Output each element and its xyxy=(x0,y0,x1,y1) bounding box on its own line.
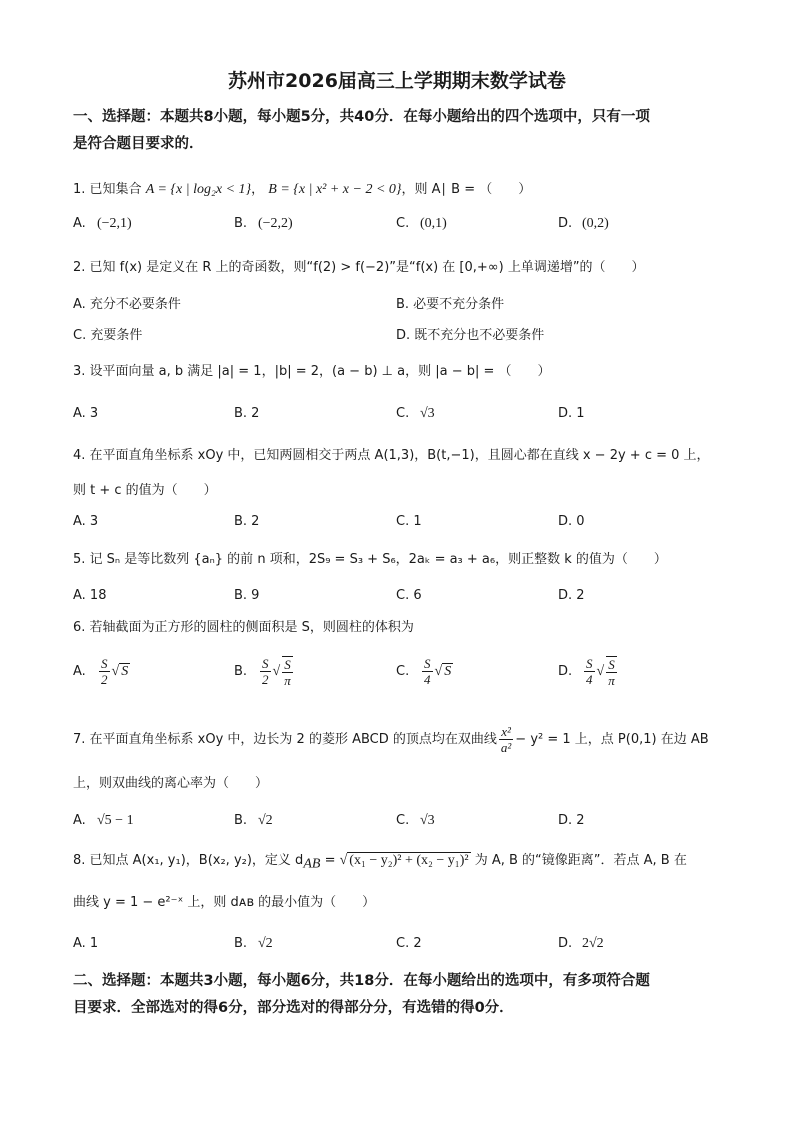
q5-option-c: C. 6 xyxy=(396,588,422,603)
section-2-header xyxy=(73,968,733,1022)
q8-option-b: B. √2 xyxy=(234,936,273,951)
page-title: 苏州市2026届高三上学期期末数学试卷 xyxy=(228,70,566,92)
q1-option-b: B. (−2,2) xyxy=(234,216,293,231)
q8-option-d: D. 2√2 xyxy=(558,936,604,951)
q2-option-a: A. 充分不必要条件 xyxy=(73,297,181,312)
section-1-line-1: 一、选择题：本题共8小题，每小题5分，共40分．在每小题给出的四个选项中，只有一项 xyxy=(73,109,650,125)
q1-option-a: A. (−2,1) xyxy=(73,216,132,231)
question-8-line-2: 曲线 y = 1 − e²⁻ˣ 上，则 dᴀʙ 的最小值为（ ） xyxy=(73,895,376,910)
q1-set-a: A = {x | log₂x < 1} xyxy=(145,182,252,197)
q5-option-d: D. 2 xyxy=(558,588,585,603)
q1-suffix: ，则 A∣ B = （ ） xyxy=(401,182,532,197)
q1-set-b: B = {x | x² + x − 2 < 0} xyxy=(268,182,402,197)
q5-option-a: A. 18 xyxy=(73,588,107,603)
q1-option-d: D. (0,2) xyxy=(558,216,609,231)
question-8-line-1: 8. 已知点 A(x₁, y₁)，B(x₂, y₂)，定义 $d_{AB}$ = √ (x₁ − y₂)² + (x₂ − y₁)² 为 A, B 的“镜像距离”．若点 A, B 在 xyxy=(73,853,687,872)
q7-option-a: A. √5 − 1 xyxy=(73,813,134,828)
question-4-line-2: 则 t + c 的值为（ ） xyxy=(73,483,217,498)
q3-option-a: A. 3 xyxy=(73,406,99,421)
q4-option-b: B. 2 xyxy=(234,514,260,529)
q6-option-c: C. $\frac{S}{4}$ √ S xyxy=(396,656,452,687)
q4-option-c: C. 1 xyxy=(396,514,422,529)
q6-option-b: B. $\frac{S}{2}$ √ $\frac{S}{\pi}$ xyxy=(234,656,291,688)
question-1 xyxy=(73,180,531,200)
question-2: 2. 已知 f(x) 是定义在 R 上的奇函数，则“f(2) > f(−2)”是“f(x) 在 [0,+∞) 上单调递增”的（ ） xyxy=(73,260,645,275)
q2-option-d: D. 既不充分也不必要条件 xyxy=(396,328,545,343)
q7-option-c: C. √3 xyxy=(396,813,435,828)
q3-option-d: D. 1 xyxy=(558,406,585,421)
question-5: 5. 记 Sₙ 是等比数列 {aₙ} 的前 n 项和，2S₉ = S₃ + S₆，2aₖ = a₃ + a₆，则正整数 k 的值为（ ） xyxy=(73,552,667,567)
q4-option-d: D. 0 xyxy=(558,514,585,529)
q7-option-b: B. √2 xyxy=(234,813,273,828)
q5-option-b: B. 9 xyxy=(234,588,260,603)
q3-option-c: C. √3 xyxy=(396,406,435,421)
section-2-line-1: 二、选择题：本题共3小题，每小题6分，共18分．在每小题给出的选项中，有多项符合题 xyxy=(73,973,650,989)
q6-option-a: A. $\frac{S}{2}$ √ S xyxy=(73,656,129,687)
question-6: 6. 若轴截面为正方形的圆柱的侧面积是 S，则圆柱的体积为 xyxy=(73,620,414,635)
q2-option-c: C. 充要条件 xyxy=(73,328,143,343)
q2-option-b: B. 必要不充分条件 xyxy=(396,297,505,312)
q1-comma: ， xyxy=(251,182,265,197)
q4-option-a: A. 3 xyxy=(73,514,99,529)
q1-option-c: C. (0,1) xyxy=(396,216,447,231)
q3-option-b: B. 2 xyxy=(234,406,260,421)
section-1-header xyxy=(73,104,733,158)
question-3: 3. 设平面向量 a, b 满足 |a| = 1，|b| = 2，(a − b) ⊥ a，则 |a − b| = （ ） xyxy=(73,364,551,379)
question-7-line-1: 7. 在平面直角坐标系 xOy 中，边长为 2 的菱形 ABCD 的顶点均在双曲线 $\frac{\text{x²}}{\text{a²}}$ − y² = 1 上，点 P(0,1) 在边 AB xyxy=(73,724,709,755)
section-2-line-2: 目要求．全部选对的得6分，部分选对的得部分分，有选错的得0分． xyxy=(73,1000,514,1016)
question-7-line-2: 上，则双曲线的离心率为（ ） xyxy=(73,776,269,791)
q8-option-c: C. 2 xyxy=(396,936,422,951)
q8-option-a: A. 1 xyxy=(73,936,99,951)
q7-option-d: D. 2 xyxy=(558,813,585,828)
section-1-line-2: 是符合题目要求的． xyxy=(73,136,204,152)
q1-prefix: 1. 已知集合 xyxy=(73,182,142,197)
q6-option-d: D. $\frac{S}{4}$ √ $\frac{S}{\pi}$ xyxy=(558,656,615,688)
question-4-line-1: 4. 在平面直角坐标系 xOy 中，已知两圆相交于两点 A(1,3)，B(t,−1)，且圆心都在直线 x − 2y + c = 0 上， xyxy=(73,448,710,463)
